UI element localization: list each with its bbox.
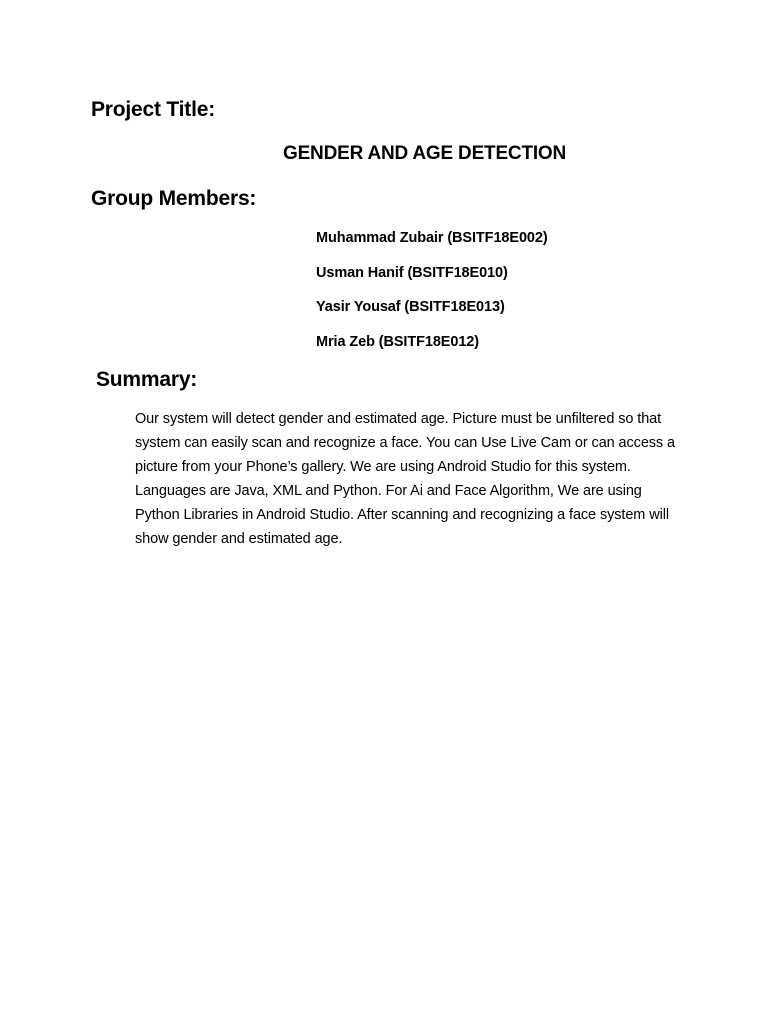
project-title-label: Project Title: bbox=[91, 98, 216, 121]
group-member: Mria Zeb (BSITF18E012) bbox=[316, 333, 479, 350]
summary-paragraph: Our system will detect gender and estimated age. Picture must be unfiltered so that system can easily scan and recognize a face. You can Use Live Cam or can access a picture from your Phone’s gallery. We are using Android Studio for this system. Languages are Java, XML and Python. For Ai and Face Algorithm, We are using Python Libraries in Android Studio. After scanning and recognizing a face system will show gender and estimated age. bbox=[135, 411, 675, 547]
group-member: Muhammad Zubair (BSITF18E002) bbox=[316, 230, 548, 246]
summary-label: Summary: bbox=[96, 368, 198, 391]
group-members-label: Group Members: bbox=[91, 187, 257, 210]
group-member: Yasir Yousaf (BSITF18E013) bbox=[316, 299, 505, 315]
group-members-list bbox=[316, 226, 548, 364]
group-member: Usman Hanif (BSITF18E010) bbox=[316, 264, 508, 281]
project-title: GENDER AND AGE DETECTION bbox=[283, 143, 567, 164]
